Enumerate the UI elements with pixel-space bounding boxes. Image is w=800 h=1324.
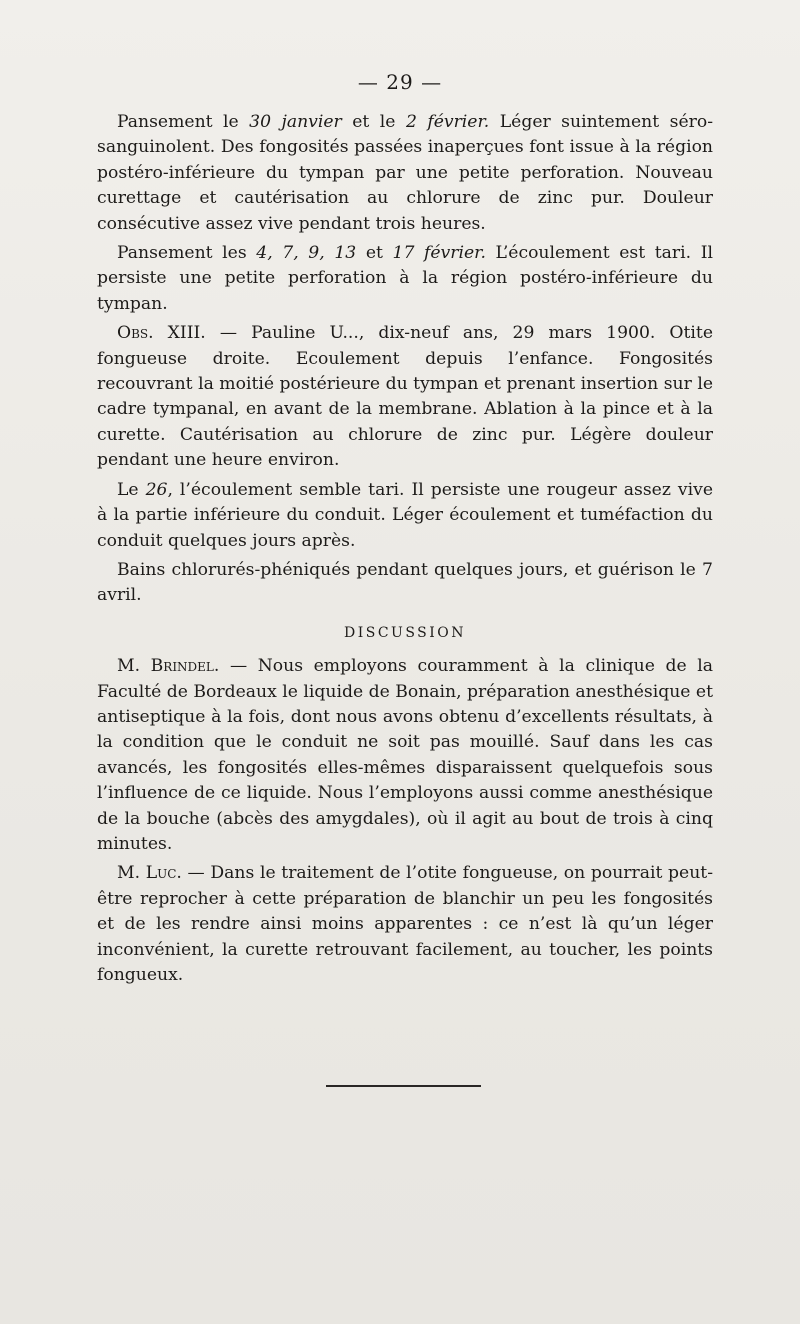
speaker-name: M. Brindel.	[117, 656, 220, 677]
text-run: — Nous employons couramment à la clinique de la Faculté de Bordeaux le liquide de Bonain, préparation anesthésique et antiseptique à la fois, dont nous avons obtenu d’excellents résultats, à la condition que le conduit ne soit pas mouillé. Sauf dans les cas avancés, les fongosités elles-mêmes disparaissent quelquefois sous l’influence de ce liquide. Nous l’employons aussi comme anesthésique de la bouche (abcès des amygdales), où il agit au bout de trois à cinq minutes.	[97, 656, 713, 854]
text-run: Léger suintement séro-sanguinolent. Des fongosités passées inaperçues font issue à la région postéro-inférieure du tympan par une petite perforation. Nouveau curettage et cautérisation au chlorure de zinc pur. Douleur consécutive assez vive pendant trois heures.	[97, 112, 713, 234]
paragraph-luc	[97, 861, 713, 988]
discussion-heading: DISCUSSION	[343, 624, 467, 641]
paragraph-pansement-fevrier	[97, 241, 713, 317]
paragraph-le-26	[97, 478, 713, 554]
speaker-name: M. Luc.	[117, 863, 182, 884]
paragraph-observation-xiii	[97, 321, 713, 473]
paragraph-brindel	[97, 654, 713, 857]
date-italic: 2 février.	[405, 112, 490, 132]
text-run: — Dans le traitement de l’otite fongueuse, on pourrait peut-être reprocher à cette préparation de blanchir un peu les fongosités et de les rendre ainsi moins apparentes : ce n’est là qu’un léger inconvénient, la curette retrouvant facilement, au toucher, les points fongueux.	[97, 863, 713, 985]
page-number: — 29 —	[357, 70, 443, 94]
text-run: Le	[117, 479, 146, 500]
text-run: Pansement les	[117, 243, 257, 264]
body-text	[97, 110, 713, 988]
date-italic: 17 février.	[392, 243, 486, 264]
text-run: , l’écoulement semble tari. Il persiste une rougeur assez vive à la partie inférieure du conduit. Léger écoulement et tuméfaction du conduit quelques jours après.	[97, 479, 713, 551]
text-run: et	[356, 243, 393, 264]
date-italic: 26	[145, 479, 168, 500]
date-italic: 30 janvier	[249, 112, 342, 132]
text-run: — Pauline U..., dix-neuf ans, 29 mars 1900. Otite fongueuse droite. Ecoulement depuis l’enfance. Fongosités recouvrant la moitié postérieure du tympan et prenant insertion sur le cadre tympanal, en avant de la membrane. Ablation à la pince et à la curette. Cautérisation au chlorure de zinc pur. Légère douleur pendant une heure environ.	[97, 323, 713, 471]
text-run: Pansement le	[117, 112, 250, 132]
paragraph-bains: Bains chlorurés-phéniqués pendant quelques jours, et guérison le 7 avril.	[97, 559, 713, 606]
date-italic: 4, 7, 9, 13	[256, 243, 357, 264]
paragraph-pansement-janvier	[97, 110, 713, 237]
text-run: L’écoulement est tari. Il persiste une petite perforation à la région postéro-inférieure du tympan.	[97, 243, 713, 314]
text-run: et le	[341, 112, 406, 132]
observation-label: Obs. XIII.	[117, 323, 206, 344]
closing-rule	[326, 1085, 481, 1087]
